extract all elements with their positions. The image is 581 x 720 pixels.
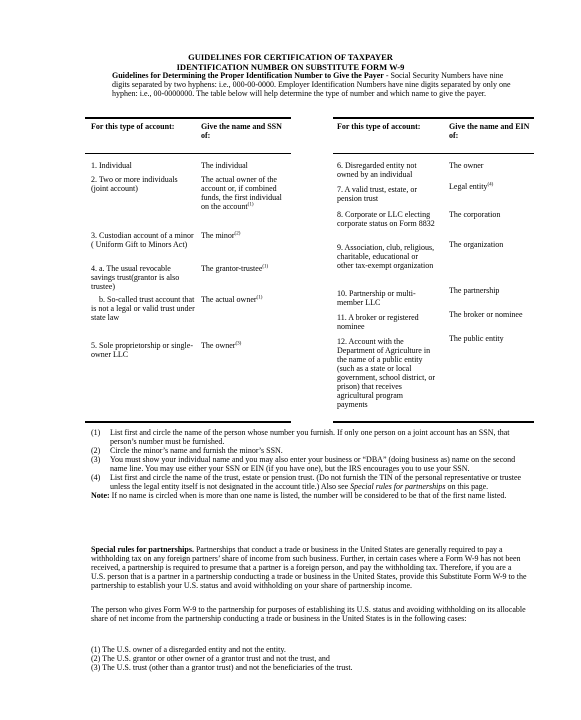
right-row-6-give: The owner bbox=[449, 161, 484, 170]
title-line-2: IDENTIFICATION NUMBER ON SUBSTITUTE FORM W-9 bbox=[176, 62, 405, 72]
footnote-2: (2) Circle the minor’s name and furnish the minor’s SSN. bbox=[91, 446, 283, 456]
special-rules-paragraph: Special rules for partnerships. Partnerships that conduct a trade or business in the United States are generally required to pay a withholding tax on any foreign partners’ share of income from such business. Further, in certain cases where a Form W-9 has not been received, a partnership is required to presume that a partner is a foreign person, and pay the withholding tax. Therefore, if you are a U.S. person that is a partner in a partnership conducting a trade or business in the United States, provide this Substitute Form W-9 to the partnership to establish your U.S. status and avoid withholding on your share of partnership income. bbox=[91, 545, 527, 591]
table-top-rule-left bbox=[85, 117, 291, 119]
left-row-2-give: The actual owner of the account or, if combined funds, the first individual on the account$^{(1)}$ bbox=[201, 175, 282, 212]
left-row-1-give: The individual bbox=[201, 161, 248, 170]
left-header-give: Give the name and SSN of: bbox=[201, 122, 282, 141]
footnote-ref: (2) bbox=[234, 231, 241, 237]
table-bottom-rule-right bbox=[333, 421, 534, 423]
note-footer: Note: If no name is circled when is more than one name is listed, the number will be considered to be that of the first name listed. bbox=[91, 491, 507, 501]
right-row-12-type: 12. Account with the Department of Agriculture in the name of a public entity (such as a state or local government, school district, or prison) that receives agricultural program payments bbox=[337, 337, 435, 410]
cases-list bbox=[91, 645, 527, 672]
right-row-7-type: 7. A valid trust, estate, or pension trust bbox=[337, 185, 417, 204]
intro-text: - Social Security Numbers have nine digits separated by two hyphens: i.e., 000-00-0000. Employer Identification Numbers have nine digits separated by only one hyphen: i.e., 00-0000000. The table below will help determine the type of number and which name to give the payer. bbox=[112, 71, 511, 99]
intro-paragraph bbox=[92, 71, 520, 98]
left-row-4b-type: b. So-called trust account that is not a legal or valid trust under state law bbox=[91, 295, 195, 323]
table-bottom-rule-left bbox=[85, 421, 291, 423]
table-header-rule-right bbox=[333, 153, 534, 154]
right-row-8-give: The corporation bbox=[449, 210, 501, 219]
left-row-4a-give: The grantor-trustee$^{(1)}$ bbox=[201, 264, 269, 273]
table-top-rule-right bbox=[333, 117, 534, 119]
title-line-1: GUIDELINES FOR CERTIFICATION OF TAXPAYER bbox=[188, 52, 393, 62]
right-header-type: For this type of account: bbox=[337, 122, 421, 131]
case-item: (2) The U.S. grantor or other owner of a grantor trust and not the trust, and bbox=[91, 654, 330, 664]
case-item: (1) The U.S. owner of a disregarded entity and not the entity. bbox=[91, 645, 286, 654]
right-row-6-type: 6. Disregarded entity not owned by an individual bbox=[337, 161, 417, 180]
footnote-ref: (1) bbox=[247, 202, 254, 208]
right-row-10-type: 10. Partnership or multi-member LLC bbox=[337, 289, 416, 308]
left-row-5-type: 5. Sole proprietorship or single-owner LLC bbox=[91, 341, 193, 360]
footnote-4: (4) List first and circle the name of the trust, estate or pension trust. (Do not furnish the TIN of the personal representative or trustee unless the legal entity itself is not designated in the account title.) Also see Special rules for partnerships on this page. bbox=[91, 473, 522, 492]
footnote-ref: (1) bbox=[262, 264, 269, 270]
case-item: (3) The U.S. trust (other than a grantor trust) and not the beneficiaries of the trust. bbox=[91, 663, 353, 673]
right-row-9-type: 9. Association, club, religious, charitable, educational or other tax-exempt organization bbox=[337, 243, 435, 271]
right-row-7-give: Legal entity$^{(4)}$ bbox=[449, 182, 494, 191]
left-row-4b-give: The actual owner$^{(1)}$ bbox=[201, 295, 263, 304]
left-row-4a-type: 4. a. The usual revocable savings trust(grantor is also trustee) bbox=[91, 264, 180, 292]
partnership-paragraph: The person who gives Form W-9 to the partnership for purposes of establishing its U.S. status and avoiding withholding on its allocable share of net income from the partnership conducting a trade or business in the United States is in the following cases: bbox=[91, 605, 526, 624]
left-row-3-give: The minor$^{(2)}$ bbox=[201, 231, 241, 240]
left-row-1-type: 1. Individual bbox=[91, 161, 132, 170]
table-header-rule-left bbox=[85, 153, 291, 154]
right-row-11-type: 11. A broker or registered nominee bbox=[337, 313, 419, 332]
footnote-1: (1) List first and circle the name of the person whose number you furnish. If only one person on a joint account has an SSN, that person’s number must be furnished. bbox=[91, 428, 510, 447]
left-row-2-type: 2. Two or more individuals (joint account) bbox=[91, 175, 178, 194]
footnote-3: (3) You must show your individual name and you may also enter your business or “DBA” (doing business as) name on the second name line. You may use either your SSN or EIN (if you have one), but the IRS encourages you to use your SSN. bbox=[91, 455, 516, 474]
right-row-10-give: The partnership bbox=[449, 286, 500, 295]
footnote-ref: (3) bbox=[235, 341, 242, 347]
right-row-12-give: The public entity bbox=[449, 334, 504, 343]
right-row-11-give: The broker or nominee bbox=[449, 310, 523, 319]
right-row-8-type: 8. Corporate or LLC electing corporate status on Form 8832 bbox=[337, 210, 435, 229]
intro-lead: Guidelines for Determining the Proper Identification Number to Give the Payer bbox=[112, 71, 384, 80]
footnotes bbox=[91, 428, 529, 500]
left-row-5-give: The owner$^{(3)}$ bbox=[201, 341, 242, 350]
left-row-3-type: 3. Custodian account of a minor ( Uniform Gift to Minors Act) bbox=[91, 231, 194, 250]
left-header-type: For this type of account: bbox=[91, 122, 175, 131]
footnote-ref: (1) bbox=[256, 295, 263, 301]
right-row-9-give: The organization bbox=[449, 240, 504, 249]
right-header-give: Give the name and EIN of: bbox=[449, 122, 530, 141]
footnote-ref: (4) bbox=[487, 182, 494, 188]
